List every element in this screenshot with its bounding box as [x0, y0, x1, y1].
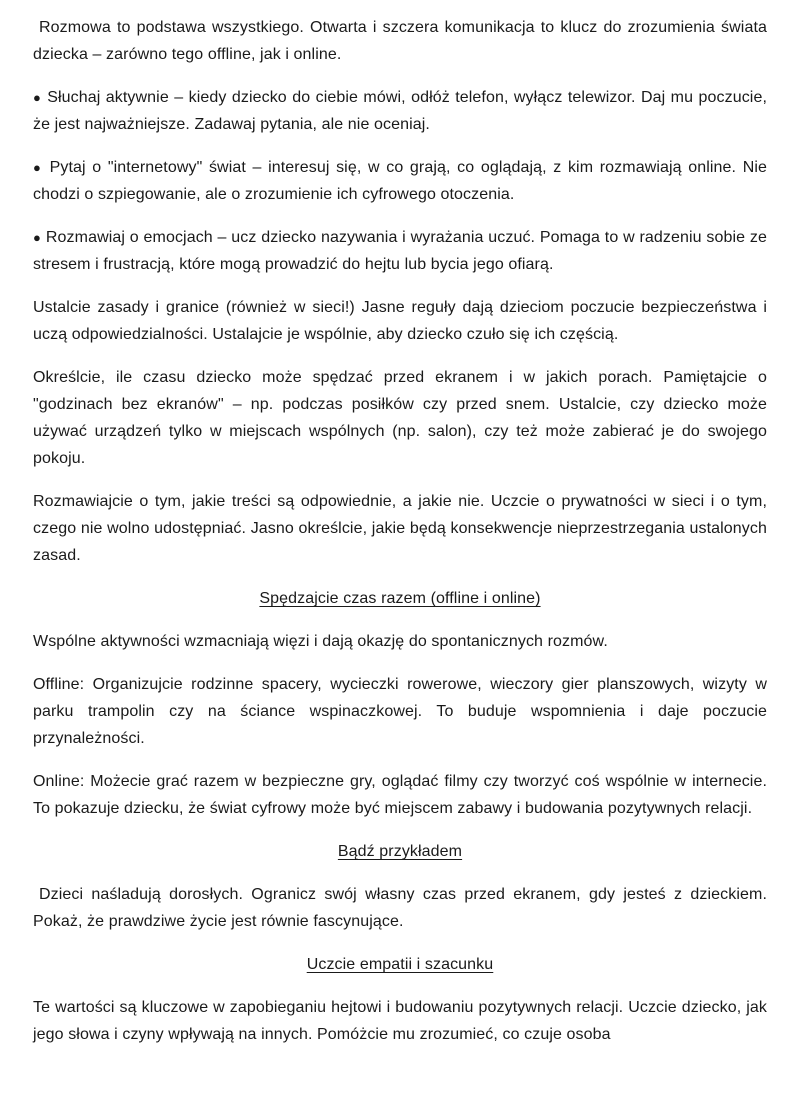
body-paragraph: Wspólne aktywności wzmacniają więzi i dają okazję do spontanicznych rozmów. — [33, 633, 608, 650]
bullet-paragraph: ● Rozmawiaj o emocjach – ucz dziecko nazywania i wyrażania uczuć. Pomaga to w radzeniu sobie ze stresem i frustracją, które mogą prowadzić do hejtu lub bycia jego ofiarą. — [33, 229, 767, 273]
body-paragraph: Rozmawiajcie o tym, jakie treści są odpowiednie, a jakie nie. Uczcie o prywatności w sieci i o tym, czego nie wolno udostępniać. Jasno określcie, jakie będą konsekwencje nieprzestrzegania ustalonych zasad. — [33, 493, 767, 564]
body-paragraph: Online: Możecie grać razem w bezpieczne gry, oglądać filmy czy tworzyć coś wspólnie w internecie. To pokazuje dziecku, że świat cyfrowy może być miejscem zabawy i budowania pozytywnych relacji. — [33, 773, 767, 817]
document-body — [33, 14, 767, 1048]
bullet-paragraph: ● Słuchaj aktywnie – kiedy dziecko do ciebie mówi, odłóż telefon, wyłącz telewizor. Daj mu poczucie, że jest najważniejsze. Zadawaj pytania, ale nie oceniaj. — [33, 89, 767, 133]
body-paragraph: Rozmowa to podstawa wszystkiego. Otwarta i szczera komunikacja to klucz do zrozumienia świata dziecka – zarówno tego offline, jak i online. — [33, 19, 767, 63]
bullet-paragraph: ● Pytaj o "internetowy" świat – interesuj się, w co grają, co oglądają, z kim rozmawiają online. Nie chodzi o szpiegowanie, ale o zrozumienie ich cyfrowego otoczenia. — [33, 159, 768, 203]
body-paragraph: Ustalcie zasady i granice (również w sieci!) Jasne reguły dają dzieciom poczucie bezpieczeństwa i uczą odpowiedzialności. Ustalajcie je wspólnie, aby dziecko czuło się ich częścią. — [33, 299, 767, 343]
section-heading-text: Bądź przykładem — [337, 843, 463, 860]
bullet-icon: ● — [33, 230, 42, 245]
section-heading — [33, 585, 767, 612]
section-heading — [33, 838, 767, 865]
bullet-icon: ● — [33, 90, 42, 105]
body-paragraph: Określcie, ile czasu dziecko może spędzać przed ekranem i w jakich porach. Pamiętajcie o "godzinach bez ekranów" – np. podczas posiłków czy przed snem. Ustalcie, czy dziecko może używać urządzeń tylko w miejscach wspólnych (np. salon), czy też może zabierać je do swojego pokoju. — [33, 369, 767, 467]
body-paragraph: Offline: Organizujcie rodzinne spacery, wycieczki rowerowe, wieczory gier planszowych, wizyty w parku trampolin czy na ściance wspinaczkowej. To buduje wspomnienia i daje poczucie przynależności. — [33, 676, 767, 747]
section-heading-text: Spędzajcie czas razem (offline i online) — [259, 590, 541, 607]
body-paragraph: Te wartości są kluczowe w zapobieganiu hejtowi i budowaniu pozytywnych relacji. Uczcie dziecko, jak jego słowa i czyny wpływają na innych. Pomóżcie mu zrozumieć, co czuje osoba — [33, 999, 767, 1043]
bullet-icon: ● — [33, 160, 44, 175]
section-heading — [33, 951, 767, 978]
section-heading-text: Uczcie empatii i szacunku — [306, 956, 494, 973]
body-paragraph: Dzieci naśladują dorosłych. Ogranicz swój własny czas przed ekranem, gdy jesteś z dzieckiem. Pokaż, że prawdziwe życie jest równie fascynujące. — [33, 886, 767, 930]
